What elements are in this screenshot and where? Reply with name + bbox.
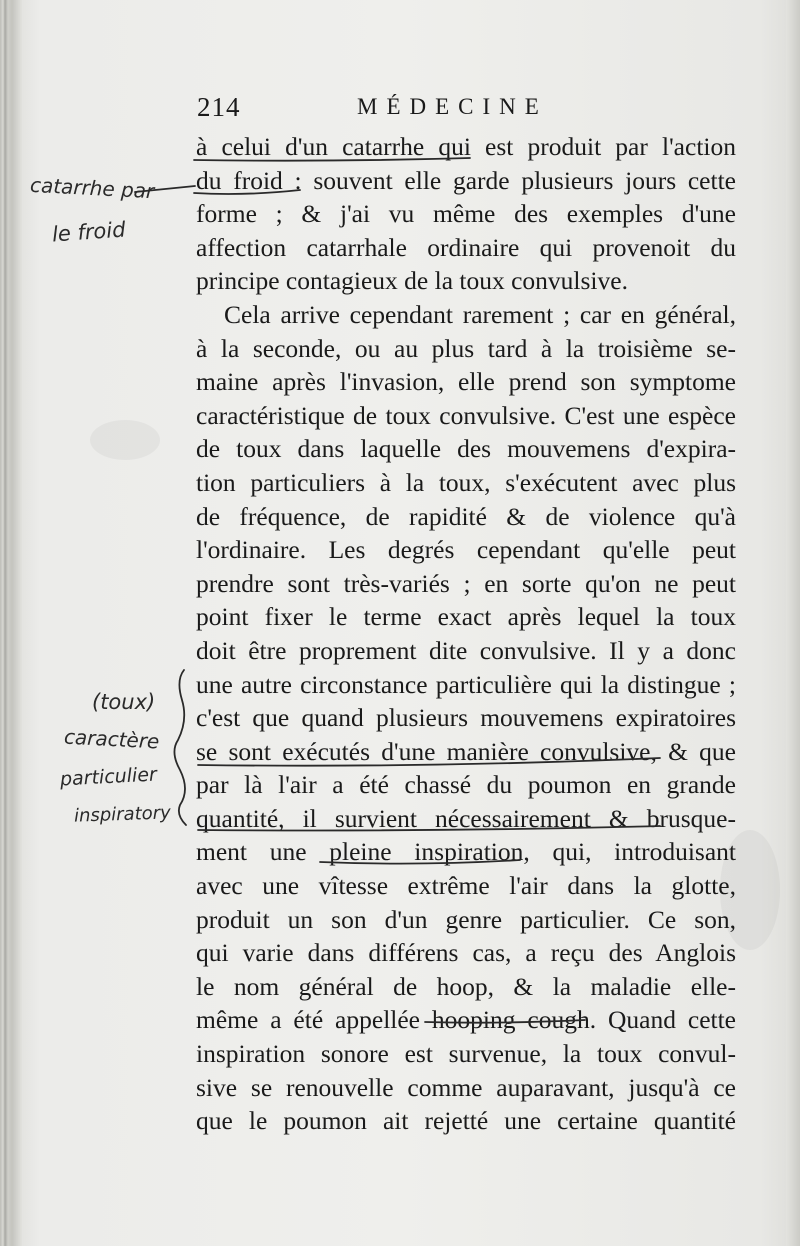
text-line: affection catarrhale ordinaire qui provenoit du (196, 232, 736, 262)
text-line: prendre sont très-variés ; en sorte qu'on ne peut (196, 568, 736, 598)
margin-note-catarrhe: catarrhe par (29, 172, 155, 204)
text-line: avec une vîtesse extrême l'air dans la glotte, (196, 871, 736, 901)
text-line: c'est que quand plusieurs mouvemens expiratoires (196, 703, 736, 733)
text-line: tion particuliers à la toux, s'exécutent avec plus (196, 467, 736, 497)
text-line: doit être proprement dite convulsive. Il y a donc (196, 635, 736, 665)
text-line: quantité, il survient nécessairement & brusque- (196, 803, 736, 833)
margin-note-inspiratory: inspiratory (73, 802, 172, 827)
running-head: MÉDECINE (357, 94, 548, 119)
text-line: forme ; & j'ai vu même des exemples d'une (196, 199, 736, 229)
text-line: une autre circonstance particulière qui la distingue ; (196, 669, 736, 699)
text-line: principe contagieux de la toux convulsive. (196, 266, 628, 296)
page-right-edge (786, 0, 800, 1246)
text-line: qui varie dans différens cas, a reçu des Anglois (196, 938, 736, 968)
page-header (197, 92, 737, 132)
margin-note-caractere: caractère (63, 724, 160, 754)
margin-note-particulier: particulier (59, 763, 158, 791)
page-number: 214 (197, 92, 241, 122)
text-line: le nom général de hoop, & la maladie elle- (196, 971, 736, 1001)
paper-stain (90, 420, 160, 460)
text-line: de toux dans laquelle des mouvemens d'expira- (196, 434, 736, 464)
text-line: maine après l'invasion, elle prend son symptome (196, 367, 736, 397)
text-line: du froid : souvent elle garde plusieurs jours cette (196, 165, 736, 195)
text-line: ment une pleine inspiration, qui, introduisant (196, 837, 736, 867)
text-line: à celui d'un catarrhe qui est produit par l'action (196, 132, 736, 161)
text-line: caractéristique de toux convulsive. C'est une espèce (196, 400, 736, 430)
body-text (196, 130, 736, 1138)
text-line: de fréquence, de rapidité & de violence qu'à (196, 501, 736, 531)
text-line: même a été appellée hooping cough. Quand cette (196, 1005, 736, 1035)
margin-note-toux: (toux) (92, 690, 156, 714)
text-line: produit un son d'un genre particulier. Ce son, (196, 904, 736, 934)
text-line: se sont exécutés d'une manière convulsive, & que (196, 736, 736, 766)
text-line: sive se renouvelle comme auparavant, jusqu'à ce (196, 1072, 736, 1102)
text-line: à la seconde, ou au plus tard à la troisième se- (196, 333, 736, 363)
text-line: point fixer le terme exact après lequel la toux (196, 602, 736, 632)
book-binding-edge (0, 0, 22, 1246)
text-line: l'ordinaire. Les degrés cependant qu'elle peut (196, 535, 736, 565)
margin-note-froid: le froid (51, 217, 127, 247)
text-line: que le poumon ait rejetté une certaine quantité (196, 1106, 736, 1136)
margin-bracket (174, 670, 186, 825)
text-line: par là l'air a été chassé du poumon en grande (196, 770, 736, 800)
text-line: Cela arrive cependant rarement ; car en général, (224, 299, 736, 329)
text-line: inspiration sonore est survenue, la toux convul- (196, 1039, 736, 1069)
